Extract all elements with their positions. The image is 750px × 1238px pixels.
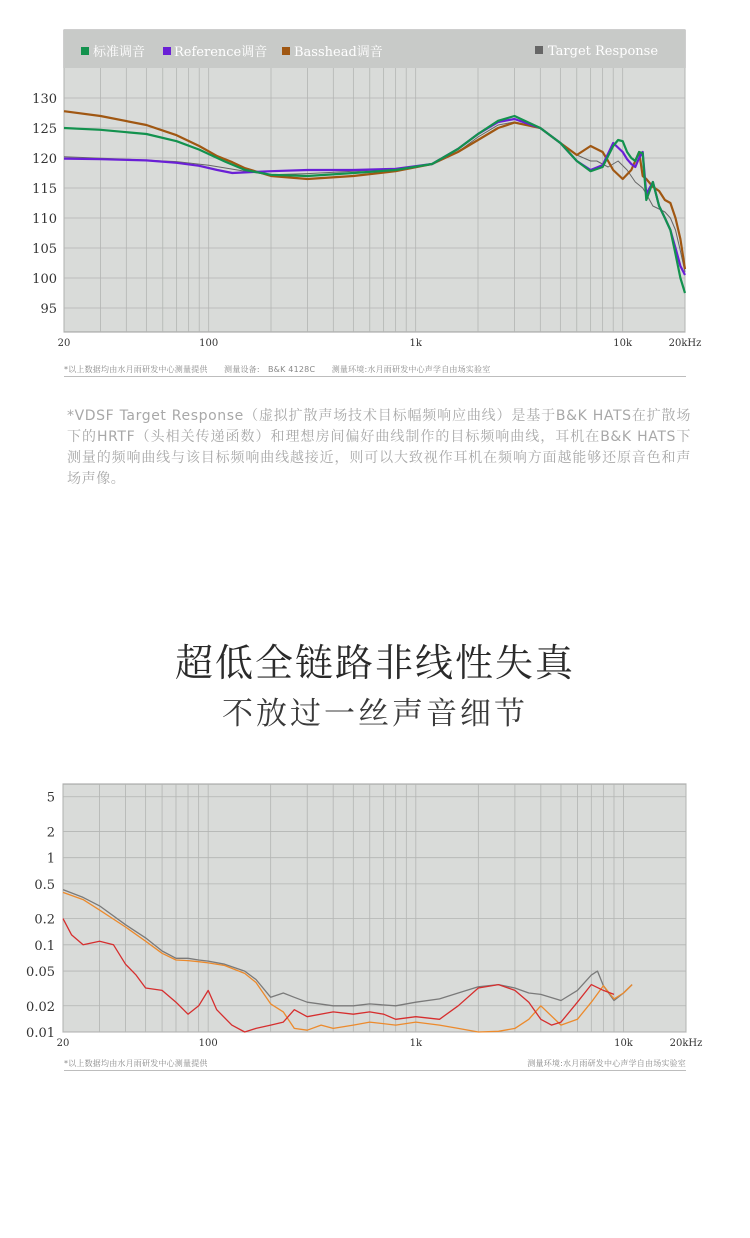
y-tick-labels [26,791,55,1041]
legend-swatch-basshead [282,47,290,55]
y-tick-label-3: 110 [32,212,57,227]
thd-footnote-right: 测量环境:水月雨研发中心声学自由场实验室 [527,1059,686,1068]
x-tick-label-3: 10k [613,338,633,349]
x-tick-label-4: 20kHz [669,1038,703,1049]
y-tick-label-2: 0.05 [26,965,55,981]
target-response-description: *VDSF Target Response（虚拟扩散声场技术目标幅频响应曲线）是基于B&K HATS在扩散场下的HRTF（头相关传递函数）和理想房间偏好曲线制作的目标频响曲线，耳机在B&K HATS下测量的频响曲线与该目标频响曲线越接近，则可以大致视作耳机在频响方面越能够还原音色和声场声像。 [67,408,691,487]
plot-background [64,30,685,332]
distortion-section [0,770,750,1090]
section-subtitle: 不放过一丝声音细节 [222,696,528,732]
legend-label-basshead: Basshead调音 [294,45,383,60]
y-tick-label-1: 0.02 [26,999,55,1015]
x-tick-labels [58,338,702,349]
x-tick-label-2: 1k [409,338,422,349]
x-tick-label-0: 20 [56,1038,70,1049]
legend-swatch-target [535,46,543,54]
frequency-response-section [0,0,750,390]
y-tick-label-0: 95 [40,302,57,317]
legend-swatch-standard [81,47,89,55]
y-tick-label-3: 0.1 [34,938,55,954]
y-tick-label-4: 0.2 [34,912,55,928]
y-tick-label-2: 105 [32,242,57,257]
y-tick-label-7: 2 [46,825,55,841]
fr-footnote-rule [64,376,686,377]
y-tick-label-5: 0.5 [34,877,55,893]
thd-footnote-left: *以上数据均由水月雨研发中心测量提供 [64,1059,208,1068]
y-tick-label-4: 115 [32,182,57,197]
x-tick-label-0: 20 [57,338,71,349]
legend-label-target: Target Response [548,44,659,59]
x-tick-labels [57,1038,703,1049]
x-tick-label-1: 100 [198,1038,218,1049]
fr-footnote: *以上数据均由水月雨研发中心测量提供 测量设备: B&K 4128C 测量环境:水月雨研发中心声学自由场实验室 [64,365,491,374]
thd-footnote-rule [64,1070,686,1071]
y-tick-label-5: 120 [32,152,57,167]
plot-background [63,784,686,1032]
legend-label-reference: Reference调音 [174,45,268,60]
legend-swatch-reference [163,47,171,55]
x-tick-label-4: 20kHz [668,338,702,349]
y-tick-label-1: 100 [32,272,57,287]
y-tick-labels [32,92,57,317]
y-tick-label-6: 1 [46,851,55,867]
y-tick-label-6: 125 [32,122,57,137]
y-tick-label-0: 0.01 [26,1026,55,1041]
distortion-chart [0,770,750,1080]
x-tick-label-1: 100 [199,338,219,349]
y-tick-label-8: 5 [46,790,55,806]
x-tick-label-3: 10k [614,1038,633,1049]
legend-label-standard: 标准调音 [93,45,146,60]
frequency-response-chart [0,0,750,390]
section-title: 超低全链路非线性失真 [174,641,575,685]
y-tick-label-7: 130 [32,92,57,107]
x-tick-label-2: 1k [409,1038,423,1049]
